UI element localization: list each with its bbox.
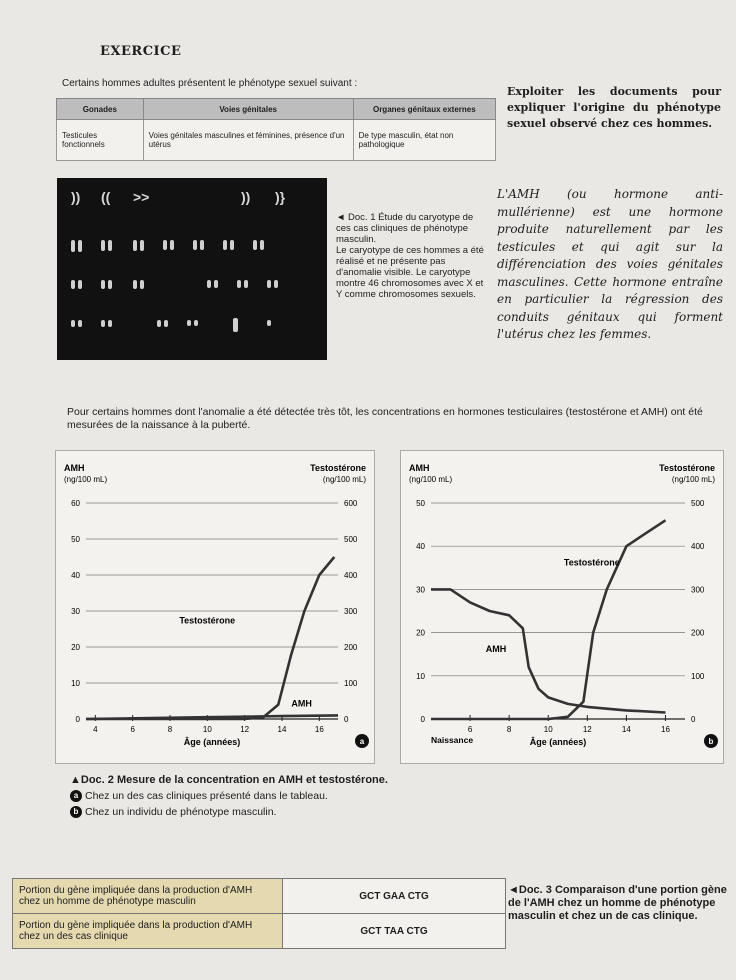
y-right-tick-b: 400 [691,542,705,552]
y-left-tick-b: 30 [416,585,425,595]
phenotype-table [56,98,496,161]
y-right-tick-a: 200 [344,643,358,652]
panel-a-badge: a [70,790,82,802]
y-right-tick-a: 100 [344,679,358,688]
x-tick-b: 8 [506,725,512,734]
col-header-organes: Organes génitaux externes [353,99,495,120]
panel-b-badge: b [70,806,82,818]
karyo-mark-2: (( [101,189,111,205]
x-tick-a: 10 [202,725,212,734]
karyotype-image [57,178,327,360]
karyo-mark-1: )) [71,189,81,205]
cell-gonades: Testicules fonctionnels [57,120,144,161]
gene-row-label-normal: Portion du gène impliquée dans la production d'AMH chez un homme de phénotype masculin [13,879,283,914]
y-left-tick-b: 20 [416,628,425,638]
col-header-gonades: Gonades [57,99,144,120]
doc2-cap-b-row [70,806,388,818]
x-axis-label-b: Âge (années) [529,737,587,747]
doc2-cap-a-row [70,790,388,802]
series-label-testosterone-b: Testostérone [563,557,620,568]
table-row [57,120,496,161]
y-left-tick-b: 40 [416,542,425,552]
doc1-caption [336,212,486,300]
y-left-tick-b: 0 [420,715,425,724]
y-right-tick-a: 300 [344,607,358,616]
y-left-label-a: AMH [64,463,85,473]
doc1-text: Le caryotype de ces hommes a été réalisé et ne présente pas d'anomalie visible. Le caryotype montre 46 chromosomes avec X et Y comme chromosomes sexuels. [336,245,484,300]
y-right-label-a: Testostérone [310,463,366,473]
x-tick-b: 6 [467,725,473,734]
karyo-mark-5: )} [275,189,286,205]
y-left-tick-b: 50 [416,499,425,508]
series-line-testostérone-b [431,520,666,719]
y-left-tick-a: 40 [71,571,80,580]
x-tick-b: 14 [621,725,631,734]
y-left-tick-a: 30 [71,607,80,616]
y-right-unit-a: (ng/100 mL) [322,475,366,484]
doc1-label: ◄ Doc. 1 Étude du caryotype de ces cas cliniques de phénotype masculin. [336,212,474,245]
cell-voies: Voies génitales masculines et féminines, présence d'un utérus [143,120,353,161]
y-right-tick-a: 600 [344,499,358,508]
karyotype-drawing [57,178,327,360]
y-right-tick-b: 200 [691,628,705,638]
y-left-tick-a: 20 [71,643,80,652]
y-right-label-b: Testostérone [659,463,715,473]
gene-seq-normal: GCT GAA CTG [283,879,506,914]
panel-badge-letter-a: a [359,737,365,746]
gene-seq-clinical: GCT TAA CTG [283,914,506,949]
chromosome-pairs [71,240,278,332]
x-tick-a: 4 [93,725,98,734]
y-right-tick-b: 100 [691,671,705,681]
y-left-label-b: AMH [409,463,430,473]
doc2-caption [70,774,388,818]
col-header-voies: Voies génitales [143,99,353,120]
y-left-tick-a: 0 [75,715,80,724]
question-text: Exploiter les documents pour expliquer l'origine du phénotype sexuel observé chez ces hommes. [507,85,721,130]
series-line-testostérone-a [86,557,334,719]
cell-organes: De type masculin, état non pathologique [353,120,495,161]
table-row [13,914,506,949]
y-left-unit-b: (ng/100 mL) [409,475,453,484]
panel-badge-letter-b: b [708,737,714,746]
doc3-caption: ◄Doc. 3 Comparaison d'une portion gène de l'AMH chez un homme de phénotype masculin et chez un de cas clinique. [508,884,727,922]
y-right-tick-b: 500 [691,499,705,508]
x-tick-a: 8 [167,725,173,734]
series-label-amh-b: AMH [485,644,507,655]
x-tick-b: 12 [582,725,592,734]
gene-table [12,878,506,949]
amh-text: L'AMH (ou hormone anti-mullérienne) est une hormone produite naturellement par les testicules et qui agit sur la différenciation des voies génitales masculines. Cette hormone entraîne en particulier la régression des conduits génitaux qui forment l'utérus chez les femmes. [497,187,723,341]
x-tick-a: 12 [240,725,250,734]
chart-b-svg [401,451,723,763]
karyo-mark-4: )) [241,189,251,205]
y-right-tick-b: 0 [691,715,696,724]
series-label-amh-a: AMH [291,698,312,709]
chart-a [55,450,375,764]
y-right-tick-a: 500 [344,535,358,544]
karyo-mark-3: >> [133,189,150,205]
x-start-label-b: Naissance [431,735,474,745]
measurement-intro: Pour certains hommes dont l'anomalie a été détectée très tôt, les concentrations en hormones testiculaires (testostérone et AMH) ont été mesurées de la naissance à la puberté. [67,406,703,431]
doc2-cap-b: Chez un individu de phénotype masculin. [85,806,277,819]
y-right-unit-b: (ng/100 mL) [671,475,715,484]
x-tick-a: 6 [130,725,135,734]
table-row [13,879,506,914]
chart-a-svg [56,451,374,763]
x-tick-b: 10 [543,725,553,734]
doc2-cap-a: Chez un des cas cliniques présenté dans le tableau. [85,790,328,802]
x-tick-a: 14 [277,725,287,734]
x-axis-label-a: Âge (années) [183,737,241,747]
x-tick-a: 16 [314,725,324,734]
x-tick-b: 16 [661,725,670,734]
intro-text: Certains hommes adultes présentent le phénotype sexuel suivant : [62,78,358,89]
y-left-tick-a: 10 [71,679,80,688]
y-right-tick-a: 0 [344,715,349,724]
doc2-title: ▲Doc. 2 Mesure de la concentration en AMH et testostérone. [70,774,388,786]
series-line-amh-b [431,589,666,712]
y-left-unit-a: (ng/100 mL) [64,475,108,484]
y-left-tick-a: 50 [71,535,80,544]
exercise-title: EXERCICE [100,44,182,59]
chart-b [400,450,724,764]
gene-row-label-clinical: Portion du gène impliquée dans la production d'AMH chez un des cas clinique [13,914,283,949]
y-right-tick-a: 400 [344,571,358,580]
y-right-tick-b: 300 [691,585,705,595]
series-label-testosterone-a: Testostérone [179,615,236,626]
y-left-tick-b: 10 [416,671,425,681]
y-left-tick-a: 60 [71,499,80,508]
